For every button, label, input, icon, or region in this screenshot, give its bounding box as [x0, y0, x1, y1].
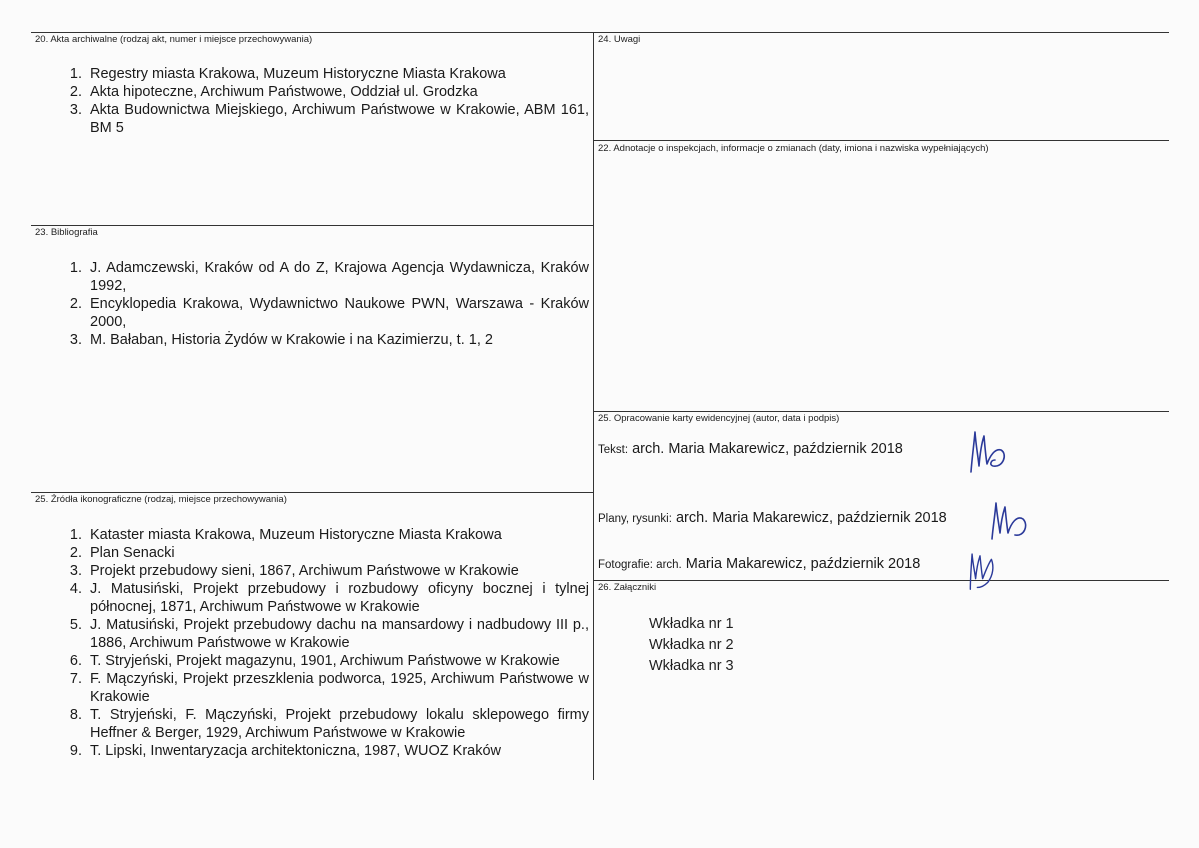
section-23-label: 23. Bibliografia: [35, 227, 98, 238]
iconographic-sources-list: [31, 526, 589, 760]
rule-25-26: [593, 580, 1169, 581]
plans-author-credit: [598, 510, 947, 526]
list-item: 2. Plan Senacki: [86, 544, 589, 562]
rule-24-22: [593, 140, 1169, 141]
credit-prefix: Plany, rysunki:: [598, 513, 672, 525]
credit-value: arch. Maria Makarewicz, październik 2018: [632, 441, 903, 457]
attachments-list: [649, 614, 734, 677]
list-item: 2. Akta hipoteczne, Archiwum Państwowe, Oddział ul. Grodzka: [86, 83, 589, 101]
rule-20-23: [31, 225, 593, 226]
rule-22-25: [593, 411, 1169, 412]
list-item: 2. Encyklopedia Krakowa, Wydawnictwo Naukowe PWN, Warszawa - Kraków 2000,: [86, 295, 589, 331]
section-20-label: 20. Akta archiwalne (rodzaj akt, numer i miejsce przechowywania): [35, 34, 313, 45]
text-author-credit: [598, 441, 903, 457]
top-rule: [31, 32, 1169, 33]
section-26-label: 26. Załączniki: [598, 582, 657, 593]
credit-value: Maria Makarewicz, październik 2018: [685, 556, 921, 572]
column-divider: [593, 32, 594, 780]
credit-prefix: Tekst:: [598, 444, 629, 456]
list-item: 7. F. Mączyński, Projekt przeszklenia podworca, 1925, Archiwum Państwowe w Krakowie: [86, 670, 589, 706]
list-item: 3. M. Bałaban, Historia Żydów w Krakowie i na Kazimierzu, t. 1, 2: [86, 331, 589, 349]
list-item: 9. T. Lipski, Inwentaryzacja architektoniczna, 1987, WUOZ Kraków: [86, 742, 589, 760]
list-item: Wkładka nr 1: [649, 616, 734, 632]
list-item: 1. J. Adamczewski, Kraków od A do Z, Krajowa Agencja Wydawnicza, Kraków 1992,: [86, 259, 589, 295]
signature-plans-icon: [986, 497, 1030, 543]
photos-author-credit: [598, 556, 920, 572]
section-25-sources-label: 25. Źródła ikonograficzne (rodzaj, miejsce przechowywania): [35, 494, 287, 505]
list-item: 4. J. Matusiński, Projekt przebudowy i rozbudowy oficyny bocznej i tylnej północnej, 1871, Archiwum Państwowe w Krakowie: [86, 580, 589, 616]
section-22-label: 22. Adnotacje o inspekcjach, informacje o zmianach (daty, imiona i nazwiska wypełniających): [598, 143, 989, 154]
signature-text-icon: [965, 428, 1009, 474]
list-item: 5. J. Matusiński, Projekt przebudowy dachu na mansardowy i nadbudowy III p., 1886, Archiwum Państwowe w Krakowie: [86, 616, 589, 652]
list-item: 3. Akta Budownictwa Miejskiego, Archiwum Państwowe w Krakowie, ABM 161, BM 5: [86, 101, 589, 137]
rule-23-25: [31, 492, 593, 493]
list-item: Wkładka nr 2: [649, 637, 734, 653]
list-item: Wkładka nr 3: [649, 658, 734, 674]
list-item: 1. Regestry miasta Krakowa, Muzeum Historyczne Miasta Krakowa: [86, 65, 589, 83]
section-24-label: 24. Uwagi: [598, 34, 641, 45]
section-25-preparation-label: 25. Opracowanie karty ewidencyjnej (autor, data i podpis): [598, 413, 840, 424]
signature-photos-icon: [958, 546, 1002, 592]
list-item: 8. T. Stryjeński, F. Mączyński, Projekt przebudowy lokalu sklepowego firmy Heffner & Berger, 1929, Archiwum Państwowe w Krakowie: [86, 706, 589, 742]
archival-files-list: [31, 65, 589, 137]
list-item: 3. Projekt przebudowy sieni, 1867, Archiwum Państwowe w Krakowie: [86, 562, 589, 580]
bibliography-list: [31, 259, 589, 349]
credit-prefix: Fotografie: arch.: [598, 559, 682, 571]
credit-value: arch. Maria Makarewicz, październik 2018: [675, 510, 947, 526]
list-item: 1. Kataster miasta Krakowa, Muzeum Historyczne Miasta Krakowa: [86, 526, 589, 544]
list-item: 6. T. Stryjeński, Projekt magazynu, 1901, Archiwum Państwowe w Krakowie: [86, 652, 589, 670]
